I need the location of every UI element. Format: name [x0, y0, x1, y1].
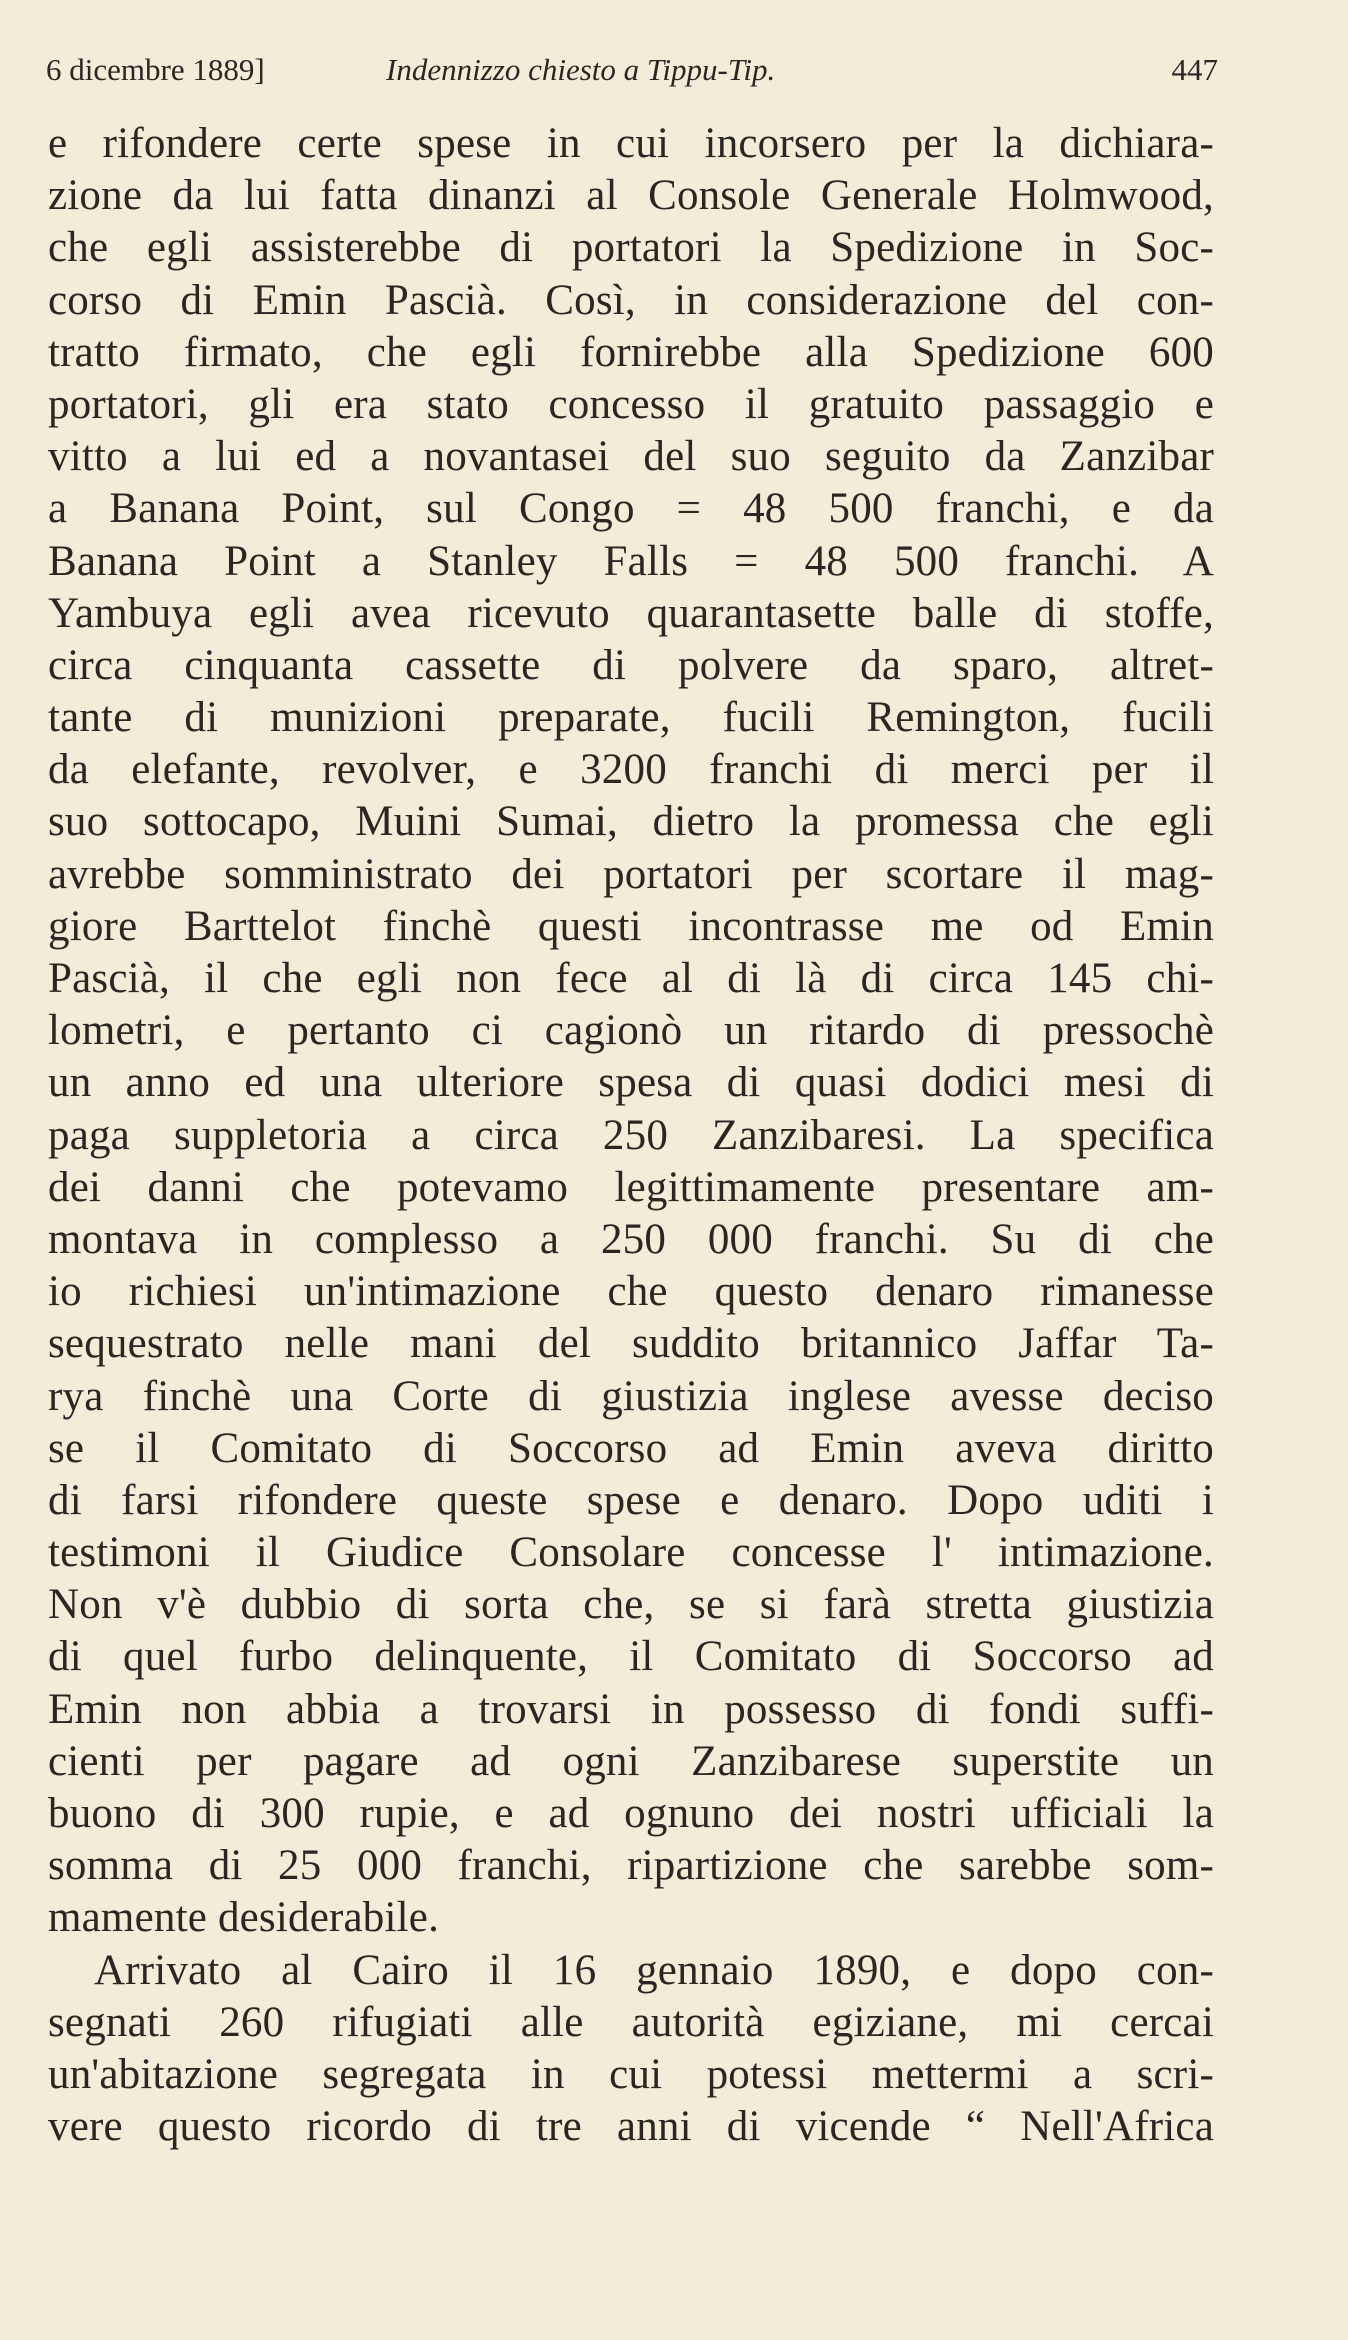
header-date: 6 dicembre 1889] [46, 52, 265, 87]
text-line: io richiesi un'intimazione che questo denaro rimanesse [48, 1268, 1214, 1316]
text-line: di farsi rifondere queste spese e denaro. Dopo uditi i [48, 1476, 1214, 1524]
text-line: buono di 300 rupie, e ad ognuno dei nostri ufficiali la [48, 1790, 1214, 1837]
page-number: 447 [1171, 52, 1218, 87]
text-line: vitto a lui ed a novantasei del suo seguito da Zanzibar [48, 433, 1214, 481]
paragraph [48, 118, 1214, 1945]
text-line: testimoni il Giudice Consolare concesse l' intimazione. [48, 1529, 1214, 1577]
text-line: e rifondere certe spese in cui incorsero per la dichiara- [48, 120, 1214, 167]
text-line: a Banana Point, sul Congo = 48 500 franchi, e da [48, 485, 1214, 533]
text-line: portatori, gli era stato concesso il gratuito passaggio e [48, 380, 1214, 428]
text-line: somma di 25 000 franchi, ripartizione che sarebbe som- [48, 1842, 1214, 1890]
text-line: corso di Emin Pascià. Così, in considerazione del con- [48, 276, 1214, 324]
text-line: rya finchè una Corte di giustizia inglese avesse deciso [48, 1372, 1214, 1420]
text-line: mamente desiderabile. [48, 1894, 440, 1942]
text-line: un'abitazione segregata in cui potessi mettermi a scri- [48, 2050, 1214, 2098]
text-line: un anno ed una ulteriore spesa di quasi dodici mesi di [48, 1059, 1214, 1107]
text-line: cienti per pagare ad ogni Zanzibarese superstite un [48, 1737, 1214, 1785]
text-line: Emin non abbia a trovarsi in possesso di fondi suffi- [48, 1685, 1214, 1733]
body-text [48, 118, 1214, 2153]
text-line: avrebbe somministrato dei portatori per scortare il mag- [48, 850, 1214, 898]
text-line: Non v'è dubbio di sorta che, se si farà stretta giustizia [48, 1581, 1214, 1629]
text-line: sequestrato nelle mani del suddito britannico Jaffar Ta- [48, 1320, 1214, 1368]
text-line: Pascià, il che egli non fece al di là di circa 145 chi- [48, 955, 1214, 1002]
text-line: montava in complesso a 250 000 franchi. Su di che [48, 1215, 1214, 1263]
text-line: segnati 260 rifugiati alle autorità egiziane, mi cercai [48, 1998, 1214, 2046]
text-line: giore Barttelot finchè questi incontrasse me od Emin [48, 902, 1214, 950]
running-head [46, 50, 1218, 90]
text-line: zione da lui fatta dinanzi al Console Generale Holmwood, [48, 172, 1214, 220]
text-line: suo sottocapo, Muini Sumai, dietro la promessa che egli [48, 798, 1214, 846]
text-line: vere questo ricordo di tre anni di vicende “ Nell'Africa [48, 2103, 1214, 2151]
header-title: Indennizzo chiesto a Tippu-Tip. [386, 52, 776, 87]
text-line: che egli assisterebbe di portatori la Spedizione in Soc- [48, 224, 1214, 272]
text-line: Banana Point a Stanley Falls = 48 500 franchi. A [48, 537, 1214, 585]
text-line: da elefante, revolver, e 3200 franchi di merci per il [48, 746, 1214, 794]
text-line: tante di munizioni preparate, fucili Remington, fucili [48, 694, 1214, 742]
text-line: circa cinquanta cassette di polvere da sparo, altret- [48, 641, 1214, 689]
text-line: tratto firmato, che egli fornirebbe alla Spedizione 600 [48, 328, 1214, 376]
text-line: paga suppletoria a circa 250 Zanzibaresi. La specifica [48, 1111, 1214, 1159]
text-line: Arrivato al Cairo il 16 gennaio 1890, e dopo con- [94, 1946, 1214, 1994]
text-line: lometri, e pertanto ci cagionò un ritardo di pressochè [48, 1007, 1214, 1055]
text-line: Yambuya egli avea ricevuto quarantasette balle di stoffe, [48, 589, 1214, 637]
text-line: se il Comitato di Soccorso ad Emin aveva diritto [48, 1424, 1214, 1472]
paragraph [48, 1945, 1214, 2154]
text-line: dei danni che potevamo legittimamente presentare am- [48, 1163, 1214, 1211]
text-line: di quel furbo delinquente, il Comitato di Soccorso ad [48, 1633, 1214, 1681]
